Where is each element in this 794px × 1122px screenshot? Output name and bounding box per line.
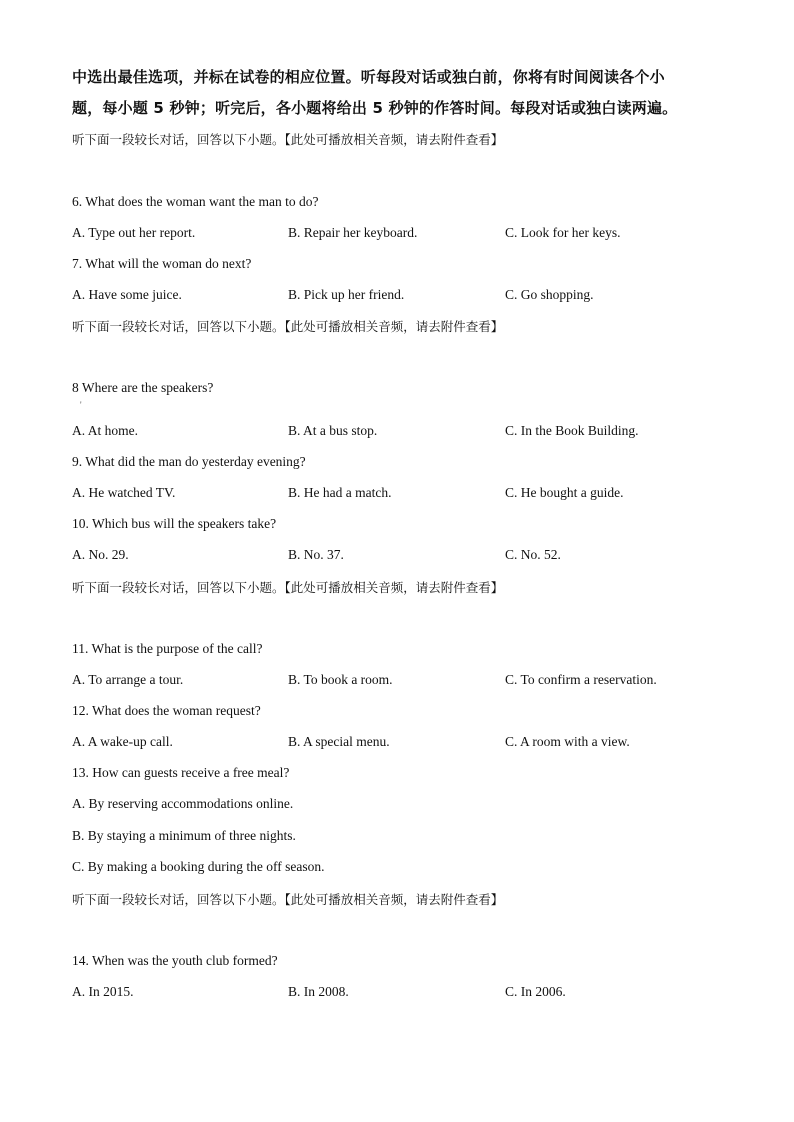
q7-option-b: B. Pick up her friend. [288,287,405,302]
stray-mark: ' [80,400,82,410]
q14-option-c: C. In 2006. [505,984,566,999]
q10-option-b: B. No. 37. [288,547,344,562]
q6-option-a: A. Type out her report. [72,225,196,240]
q13-option-a: A. By reserving accommodations online. [72,796,294,811]
q7-option-c: C. Go shopping. [505,287,594,302]
q11-option-a: A. To arrange a tour. [72,672,184,687]
question-7: 7. What will the woman do next? [72,256,252,271]
instructions [72,62,732,124]
question-14: 14. When was the youth club formed? [72,953,278,968]
q11-option-c: C. To confirm a reservation. [505,672,657,687]
q9-option-a: A. He watched TV. [72,485,176,500]
instructions-line-1: 中选出最佳选项，并标在试卷的相应位置。听每段对话或独白前，你将有时间阅读各个小 [72,68,665,86]
q13-option-c: C. By making a booking during the off season. [72,859,325,874]
q14-option-a: A. In 2015. [72,984,134,999]
q10-option-a: A. No. 29. [72,547,129,562]
q12-option-c: C. A room with a view. [505,734,630,749]
audio-note: 听下面一段较长对话，回答以下小题。【此处可播放相关音频，请去附件查看】 [72,580,504,595]
instructions-line-2: 题，每小题 5 秒钟；听完后，各小题将给出 5 秒钟的作答时间。每段对话或独白读两遍。 [72,99,678,117]
question-9: 9. What did the man do yesterday evening? [72,454,306,469]
q13-option-b: B. By staying a minimum of three nights. [72,828,296,843]
q14-option-b: B. In 2008. [288,984,349,999]
question-12: 12. What does the woman request? [72,703,261,718]
question-8: 8 Where are the speakers? [72,380,214,395]
question-10: 10. Which bus will the speakers take? [72,516,277,531]
q8-option-a: A. At home. [72,423,138,438]
q12-option-a: A. A wake-up call. [72,734,173,749]
q6-option-b: B. Repair her keyboard. [288,225,418,240]
question-11: 11. What is the purpose of the call? [72,641,263,656]
q9-option-b: B. He had a match. [288,485,392,500]
audio-note: 听下面一段较长对话，回答以下小题。【此处可播放相关音频，请去附件查看】 [72,892,504,907]
q12-option-b: B. A special menu. [288,734,390,749]
q6-option-c: C. Look for her keys. [505,225,621,240]
q8-option-c: C. In the Book Building. [505,423,639,438]
audio-note: 听下面一段较长对话，回答以下小题。【此处可播放相关音频，请去附件查看】 [72,132,504,147]
question-13: 13. How can guests receive a free meal? [72,765,290,780]
q7-option-a: A. Have some juice. [72,287,182,302]
q8-option-b: B. At a bus stop. [288,423,378,438]
audio-note: 听下面一段较长对话，回答以下小题。【此处可播放相关音频，请去附件查看】 [72,319,504,334]
q11-option-b: B. To book a room. [288,672,393,687]
q9-option-c: C. He bought a guide. [505,485,624,500]
question-6: 6. What does the woman want the man to do? [72,194,319,209]
q10-option-c: C. No. 52. [505,547,561,562]
